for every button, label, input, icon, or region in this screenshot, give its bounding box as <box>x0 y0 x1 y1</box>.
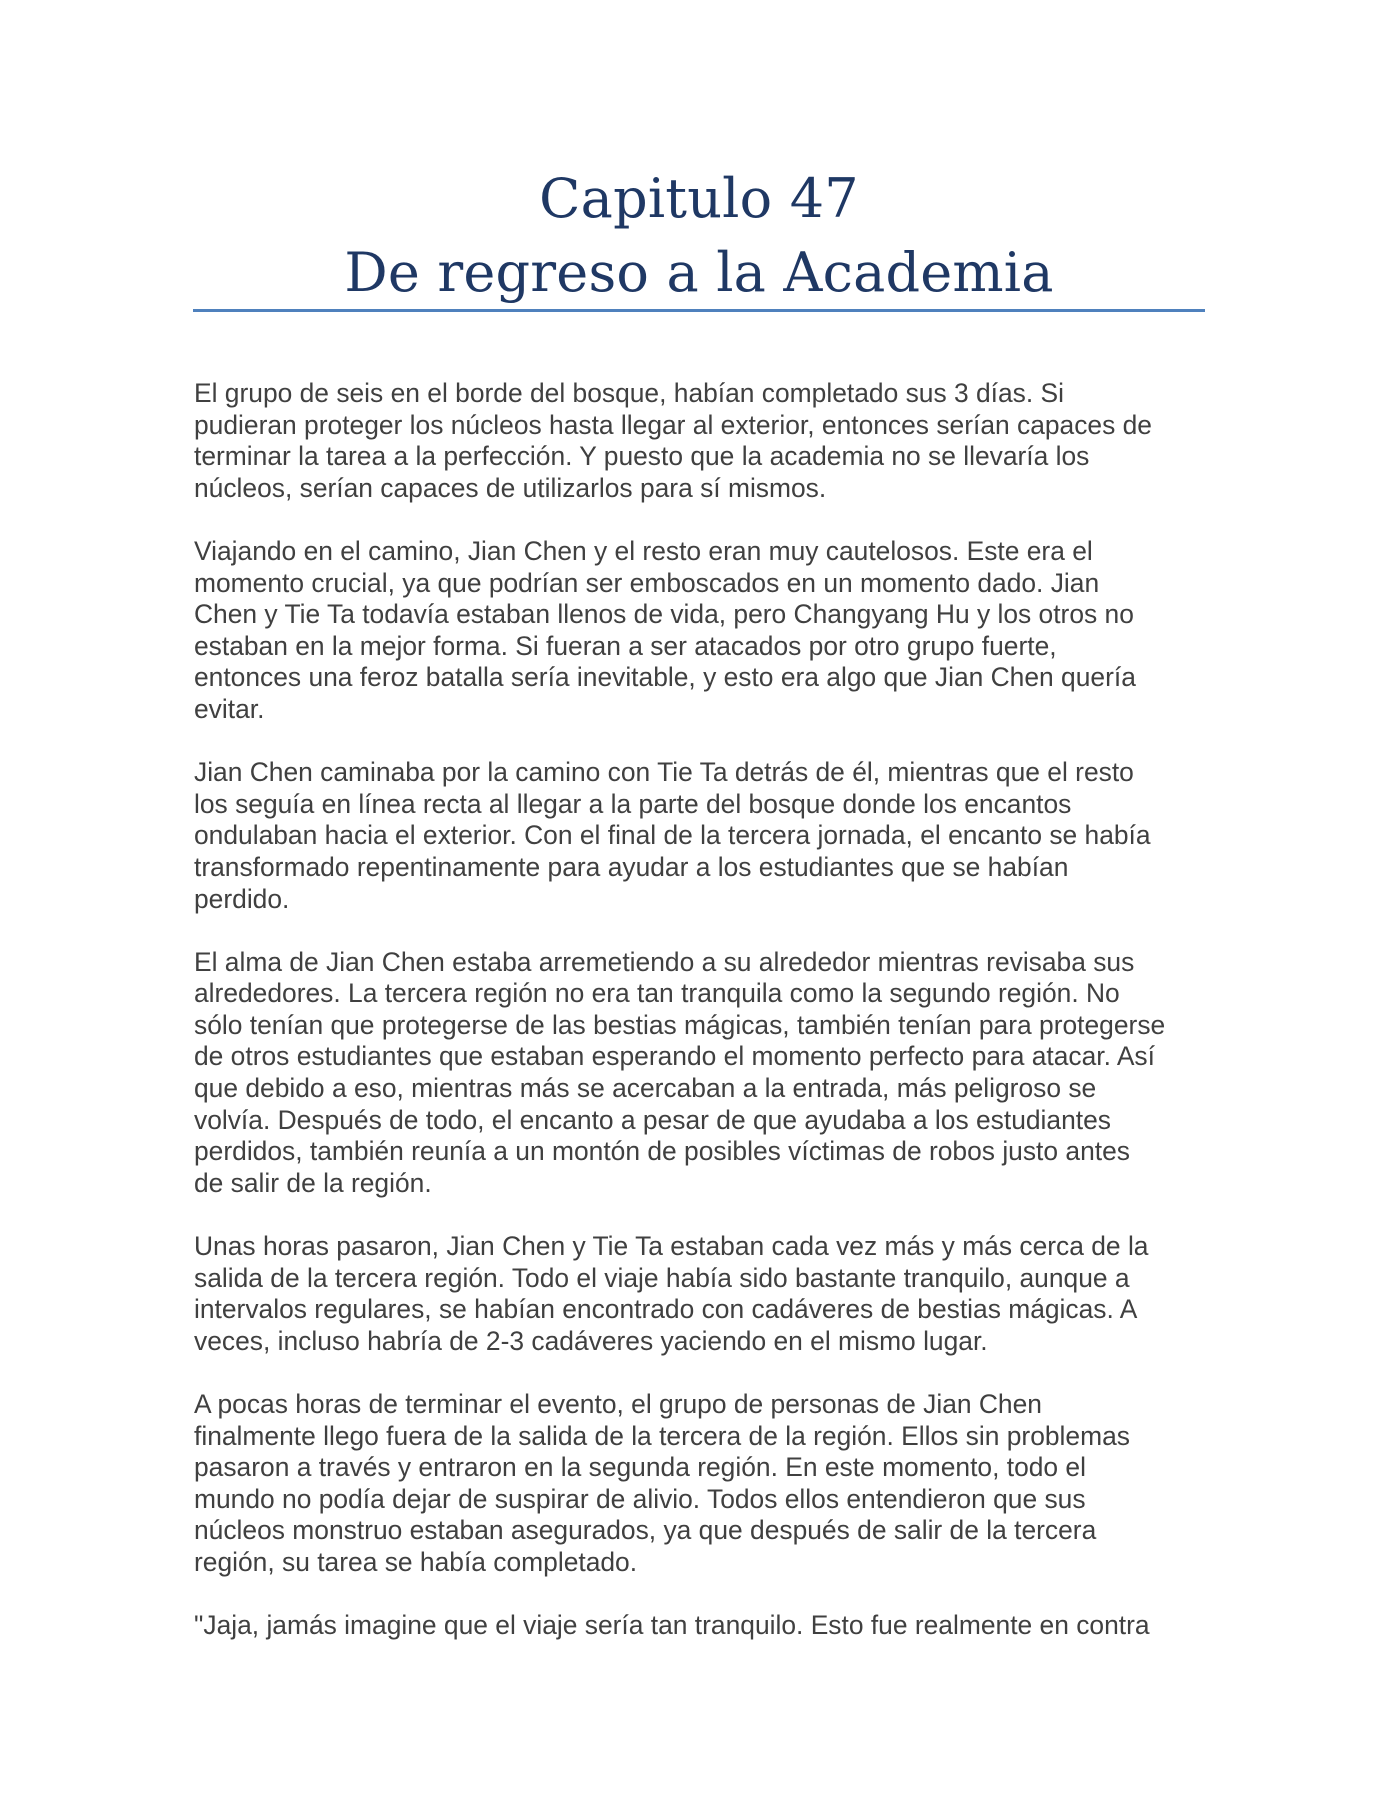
chapter-title <box>193 162 1205 310</box>
title-underline-rule <box>193 309 1205 312</box>
paragraph: A pocas horas de terminar el evento, el grupo de personas de Jian Chen finalmente llego fuera de la salida de la tercera de la región. Ellos sin problemas pasaron a través y entraron en la segunda región. En este momento, todo el mundo no podía dejar de suspirar de alivio. Todos ellos entendieron que sus núcleos monstruo estaban asegurados, ya que después de salir de la tercera región, su tarea se había completado. <box>194 1389 1130 1577</box>
chapter-name: De regreso a la Academia <box>344 241 1054 304</box>
paragraph: Unas horas pasaron, Jian Chen y Tie Ta estaban cada vez más y más cerca de la salida de la tercera región. Todo el viaje había sido bastante tranquilo, aunque a intervalos regulares, se habían encontrado con cadáveres de bestias mágicas. A veces, incluso habría de 2-3 cadáveres yaciendo en el mismo lugar. <box>194 1231 1149 1356</box>
paragraph: El alma de Jian Chen estaba arremetiendo a su alrededor mientras revisaba sus alrededores. La tercera región no era tan tranquila como la segundo región. No sólo tenían que protegerse de las bestias mágicas, también tenían para protegerse de otros estudiantes que estaban esperando el momento perfecto para atacar. Así que debido a eso, mientras más se acercaban a la entrada, más peligroso se volvía. Después de todo, el encanto a pesar de que ayudaba a los estudiantes perdidos, también reunía a un montón de posibles víctimas de robos justo antes de salir de la región. <box>194 946 1166 1198</box>
paragraph: Jian Chen caminaba por la camino con Tie Ta detrás de él, mientras que el resto los seguía en línea recta al llegar a la parte del bosque donde los encantos ondulaban hacia el exterior. Con el final de la tercera jornada, el encanto se había transformado repentinamente para ayudar a los estudiantes que se habían perdido. <box>194 757 1151 914</box>
paragraph: Viajando en el camino, Jian Chen y el resto eran muy cautelosos. Este era el momento crucial, ya que podrían ser emboscados en un momento dado. Jian Chen y Tie Ta todavía estaban llenos de vida, pero Changyang Hu y los otros no estaban en la mejor forma. Si fueran a ser atacados por otro grupo fuerte, entonces una feroz batalla sería inevitable, y esto era algo que Jian Chen quería evitar. <box>194 535 1136 724</box>
paragraph: "Jaja, jamás imagine que el viaje sería tan tranquilo. Esto fue realmente en contra <box>194 1610 1150 1641</box>
paragraph: El grupo de seis en el borde del bosque, habían completado sus 3 días. Si pudieran proteger los núcleos hasta llegar al exterior, entonces serían capaces de terminar la tarea a la perfección. Y puesto que la academia no se llevaría los núcleos, serían capaces de utilizarlos para sí mismos. <box>194 378 1152 503</box>
chapter-number: Capitulo 47 <box>539 167 859 230</box>
chapter-body <box>194 378 1210 1642</box>
